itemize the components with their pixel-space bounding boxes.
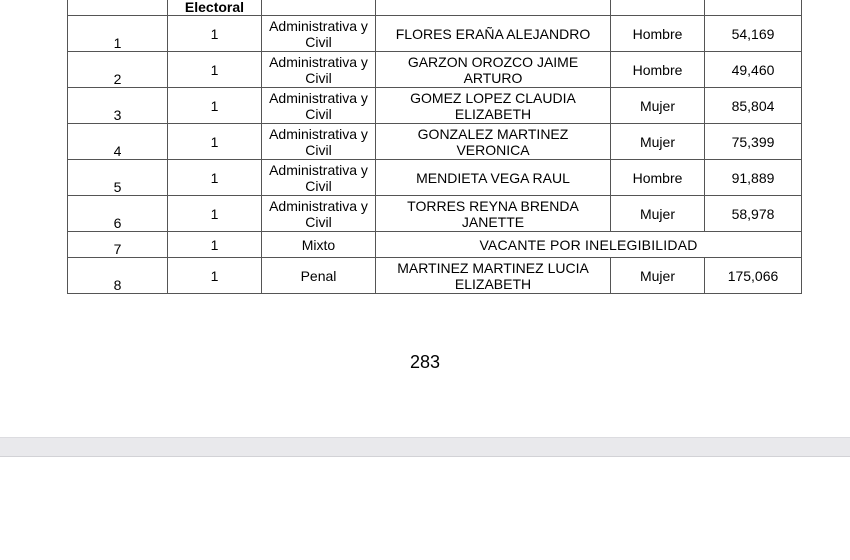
row-district: 1 (168, 232, 262, 258)
row-district: 1 (168, 52, 262, 88)
row-subject: Administrativa y Civil (262, 52, 376, 88)
row-number: 4 (68, 124, 168, 160)
row-name: MARTINEZ MARTINEZ LUCIA ELIZABETH (376, 258, 611, 294)
row-name: GARZON OROZCO JAIME ARTURO (376, 52, 611, 88)
row-votes: 54,169 (705, 16, 802, 52)
vacancy-notice: VACANTE POR INELEGIBILIDAD (376, 232, 802, 258)
row-gender: Mujer (611, 196, 705, 232)
header-cell-votes (705, 0, 802, 16)
header-cell-district: Electoral (168, 0, 262, 16)
row-district: 1 (168, 88, 262, 124)
row-subject: Mixto (262, 232, 376, 258)
row-subject: Penal (262, 258, 376, 294)
row-gender: Mujer (611, 88, 705, 124)
table-row (68, 160, 802, 196)
row-number: 7 (68, 232, 168, 258)
table-row (68, 52, 802, 88)
row-votes: 91,889 (705, 160, 802, 196)
page-separator-bar (0, 437, 850, 457)
row-votes: 58,978 (705, 196, 802, 232)
row-number: 1 (68, 16, 168, 52)
row-name: GONZALEZ MARTINEZ VERONICA (376, 124, 611, 160)
row-votes: 75,399 (705, 124, 802, 160)
table-header-row (68, 0, 802, 16)
row-name: GOMEZ LOPEZ CLAUDIA ELIZABETH (376, 88, 611, 124)
row-subject: Administrativa y Civil (262, 124, 376, 160)
row-votes: 175,066 (705, 258, 802, 294)
row-votes: 85,804 (705, 88, 802, 124)
table-row (68, 124, 802, 160)
row-gender: Mujer (611, 124, 705, 160)
row-district: 1 (168, 258, 262, 294)
row-district: 1 (168, 160, 262, 196)
row-subject: Administrativa y Civil (262, 88, 376, 124)
row-number: 6 (68, 196, 168, 232)
page-number: 283 (409, 352, 441, 372)
row-votes: 49,460 (705, 52, 802, 88)
row-gender: Hombre (611, 16, 705, 52)
header-cell-number (68, 0, 168, 16)
row-name: FLORES ERAÑA ALEJANDRO (376, 16, 611, 52)
row-name: TORRES REYNA BRENDA JANETTE (376, 196, 611, 232)
row-number: 8 (68, 258, 168, 294)
table-row-vacant (68, 232, 802, 258)
row-gender: Hombre (611, 52, 705, 88)
row-name: MENDIETA VEGA RAUL (376, 160, 611, 196)
table-row (68, 16, 802, 52)
header-cell-name (376, 0, 611, 16)
row-subject: Administrativa y Civil (262, 160, 376, 196)
row-subject: Administrativa y Civil (262, 196, 376, 232)
row-district: 1 (168, 16, 262, 52)
row-gender: Hombre (611, 160, 705, 196)
table-row (68, 88, 802, 124)
table-row (68, 196, 802, 232)
row-number: 3 (68, 88, 168, 124)
row-subject: Administrativa y Civil (262, 16, 376, 52)
row-number: 2 (68, 52, 168, 88)
row-gender: Mujer (611, 258, 705, 294)
row-district: 1 (168, 196, 262, 232)
row-district: 1 (168, 124, 262, 160)
table-row (68, 258, 802, 294)
header-cell-subject (262, 0, 376, 16)
row-number: 5 (68, 160, 168, 196)
results-table (67, 0, 802, 294)
header-cell-gender (611, 0, 705, 16)
